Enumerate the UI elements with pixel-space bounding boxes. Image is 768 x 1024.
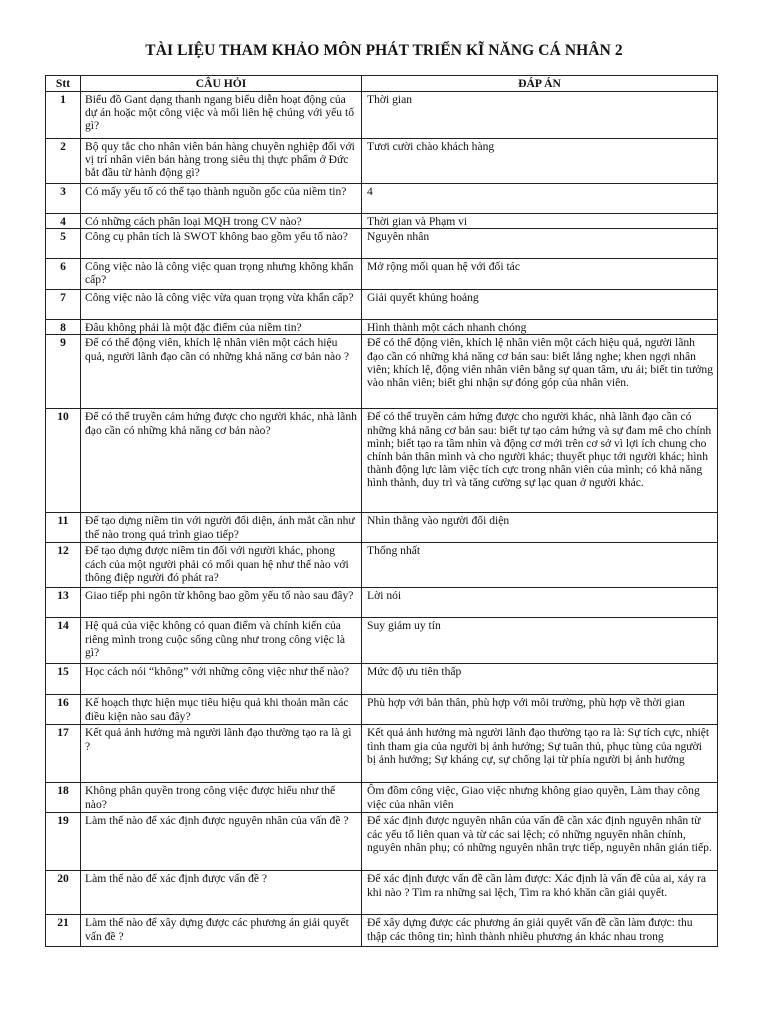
- table-row: [46, 915, 718, 947]
- question-cell: Làm thế nào để xác định được vấn đề ?: [81, 871, 362, 915]
- table-row: [46, 664, 718, 695]
- row-number: 16: [46, 695, 81, 725]
- table-row: [46, 229, 718, 259]
- table-row: [46, 184, 718, 214]
- row-number: 1: [46, 92, 81, 139]
- header-stt: Stt: [46, 76, 81, 92]
- table-row: [46, 618, 718, 664]
- row-number: 19: [46, 813, 81, 871]
- row-number: 18: [46, 783, 81, 813]
- table-row: [46, 813, 718, 871]
- table-row: [46, 320, 718, 335]
- row-number: 9: [46, 335, 81, 409]
- row-number: 13: [46, 588, 81, 618]
- answer-cell: Tươi cười chào khách hàng: [362, 139, 718, 184]
- header-answer: ĐÁP ÁN: [362, 76, 718, 92]
- qa-table: [45, 75, 718, 947]
- table-row: [46, 543, 718, 588]
- table-row: [46, 290, 718, 320]
- row-number: 5: [46, 229, 81, 259]
- row-number: 20: [46, 871, 81, 915]
- answer-cell: Thời gian và Phạm vi: [362, 214, 718, 229]
- answer-cell: Thời gian: [362, 92, 718, 139]
- answer-cell: Giải quyết khủng hoảng: [362, 290, 718, 320]
- question-cell: Làm thế nào để xây dựng được các phương án giải quyết vấn đề ?: [81, 915, 362, 947]
- answer-cell: Ôm đồm công việc, Giao việc nhưng không giao quyền, Làm thay công việc của nhân viên: [362, 783, 718, 813]
- table-row: [46, 139, 718, 184]
- answer-cell: 4: [362, 184, 718, 214]
- question-cell: Để tạo dựng được niềm tin đối với người khác, phong cách của một người phải có mối quan hệ như thế nào với thông điệp người đó phát ra?: [81, 543, 362, 588]
- row-number: 10: [46, 409, 81, 513]
- row-number: 4: [46, 214, 81, 229]
- answer-cell: Để xác định được vấn đề cần làm được: Xác định là vấn đề của ai, xảy ra khi nào ? Tìm ra những sai lệch, Tìm ra khó khăn cần giải quyết.: [362, 871, 718, 915]
- row-number: 8: [46, 320, 81, 335]
- question-cell: Học cách nói “không” với những công việc như thế nào?: [81, 664, 362, 695]
- question-cell: Giao tiếp phi ngôn từ không bao gồm yếu tố nào sau đây?: [81, 588, 362, 618]
- question-cell: Kết quả ảnh hưởng mà người lãnh đạo thường tạo ra là gì ?: [81, 725, 362, 783]
- table-row: [46, 335, 718, 409]
- answer-cell: Kết quả ảnh hưởng mà người lãnh đạo thường tạo ra là: Sự tích cực, nhiệt tình tham gia của người bị ảnh hưởng; Sự tuân thủ, phục tùng của người bị ảnh hưởng; Sự kháng cự, sự chống lại từ phía người bị ảnh hưởng: [362, 725, 718, 783]
- question-cell: Để có thể truyền cảm hứng được cho người khác, nhà lãnh đạo cần có những khả năng cơ bản nào?: [81, 409, 362, 513]
- table-row: [46, 871, 718, 915]
- answer-cell: Lời nói: [362, 588, 718, 618]
- row-number: 2: [46, 139, 81, 184]
- question-cell: Biểu đồ Gant dạng thanh ngang biểu diễn hoạt động của dự án hoặc một công việc và mối liên hệ chúng với yếu tố gì?: [81, 92, 362, 139]
- answer-cell: Để có thể truyền cảm hứng được cho người khác, nhà lãnh đạo cần có những khả năng cơ bản sau: biết tự tạo cảm hứng và sự đam mê cho chính mình; biết tạo ra tầm nhìn và động cơ mới trên cơ sở vì lợi ích chung cho chính bản thân mình và cho người khác; thuyết phục tới người khác; hình thành động lực làm việc tích cực trong nhân viên của mình; có khả năng hình thành, duy trì và tăng cường sự lạc quan ở người khác.: [362, 409, 718, 513]
- question-cell: Để có thể động viên, khích lệ nhân viên một cách hiệu quả, người lãnh đạo cần có những khả năng cơ bản nào ?: [81, 335, 362, 409]
- row-number: 15: [46, 664, 81, 695]
- table-header-row: [46, 76, 718, 92]
- table-row: [46, 725, 718, 783]
- row-number: 7: [46, 290, 81, 320]
- row-number: 6: [46, 259, 81, 290]
- answer-cell: Để có thể động viên, khích lệ nhân viên một cách hiệu quả, người lãnh đạo cần có những khả năng cơ bản sau: biết lắng nghe; khen ngợi nhân viên; khích lệ, động viên nhân viên bằng sự quan tâm, ưu ái; biết tin tưởng vào nhân viên; biết ghi nhận sự đóng góp của nhân viên.: [362, 335, 718, 409]
- answer-cell: Thống nhất: [362, 543, 718, 588]
- answer-cell: Phù hợp với bản thân, phù hợp với môi trường, phù hợp về thời gian: [362, 695, 718, 725]
- table-row: [46, 214, 718, 229]
- answer-cell: Để xác định được nguyên nhân của vấn đề cần xác định nguyên nhân từ các yếu tố liên quan và từ các sai lệch; có những nguyên nhân chính, nguyên nhân phụ; có những nguyên nhân trực tiếp, nguyên nhân gián tiếp.: [362, 813, 718, 871]
- header-question: CÂU HỎI: [81, 76, 362, 92]
- row-number: 3: [46, 184, 81, 214]
- question-cell: Hệ quả của việc không có quan điểm và chính kiến của riêng mình trong cuộc sống cũng như trong công việc là gì?: [81, 618, 362, 664]
- question-cell: Công việc nào là công việc vừa quan trọng vừa khẩn cấp?: [81, 290, 362, 320]
- table-row: [46, 409, 718, 513]
- question-cell: Để tạo dựng niềm tin với người đối diện, ánh mắt cần như thế nào trong quá trình giao tiếp?: [81, 513, 362, 543]
- question-cell: Công cụ phân tích là SWOT không bao gồm yếu tố nào?: [81, 229, 362, 259]
- table-row: [46, 783, 718, 813]
- row-number: 14: [46, 618, 81, 664]
- answer-cell: Nguyên nhân: [362, 229, 718, 259]
- question-cell: Làm thế nào để xác định được nguyên nhân của vấn đề ?: [81, 813, 362, 871]
- answer-cell: Suy giảm uy tín: [362, 618, 718, 664]
- row-number: 17: [46, 725, 81, 783]
- question-cell: Kế hoạch thực hiện mục tiêu hiệu quả khi thoản mãn các điều kiện nào sau đây?: [81, 695, 362, 725]
- question-cell: Đâu không phải là một đặc điểm của niềm tin?: [81, 320, 362, 335]
- table-row: [46, 588, 718, 618]
- answer-cell: Mức độ ưu tiên thấp: [362, 664, 718, 695]
- table-row: [46, 513, 718, 543]
- question-cell: Bộ quy tắc cho nhân viên bán hàng chuyên nghiệp đối với vị trí nhân viên bán hàng trong siêu thị thực phẩm ở Đức bắt đầu từ hành động gì?: [81, 139, 362, 184]
- row-number: 21: [46, 915, 81, 947]
- table-row: [46, 92, 718, 139]
- answer-cell: Hình thành một cách nhanh chóng: [362, 320, 718, 335]
- answer-cell: Để xây dựng được các phương án giải quyết vấn đề cần làm được: thu thập các thông tin; hình thành nhiều phương án khác nhau trong: [362, 915, 718, 947]
- table-row: [46, 259, 718, 290]
- answer-cell: Mở rộng mối quan hệ với đối tác: [362, 259, 718, 290]
- answer-cell: Nhìn thẳng vào người đối diện: [362, 513, 718, 543]
- question-cell: Có mấy yếu tố có thể tạo thành nguồn gốc của niềm tin?: [81, 184, 362, 214]
- question-cell: Công việc nào là công việc quan trọng nhưng không khẩn cấp?: [81, 259, 362, 290]
- table-row: [46, 695, 718, 725]
- row-number: 12: [46, 543, 81, 588]
- question-cell: Không phân quyền trong công việc được hiểu như thế nào?: [81, 783, 362, 813]
- row-number: 11: [46, 513, 81, 543]
- document-title: TÀI LIỆU THAM KHẢO MÔN PHÁT TRIỂN KĨ NĂNG CÁ NHÂN 2: [145, 42, 623, 59]
- question-cell: Có những cách phân loại MQH trong CV nào?: [81, 214, 362, 229]
